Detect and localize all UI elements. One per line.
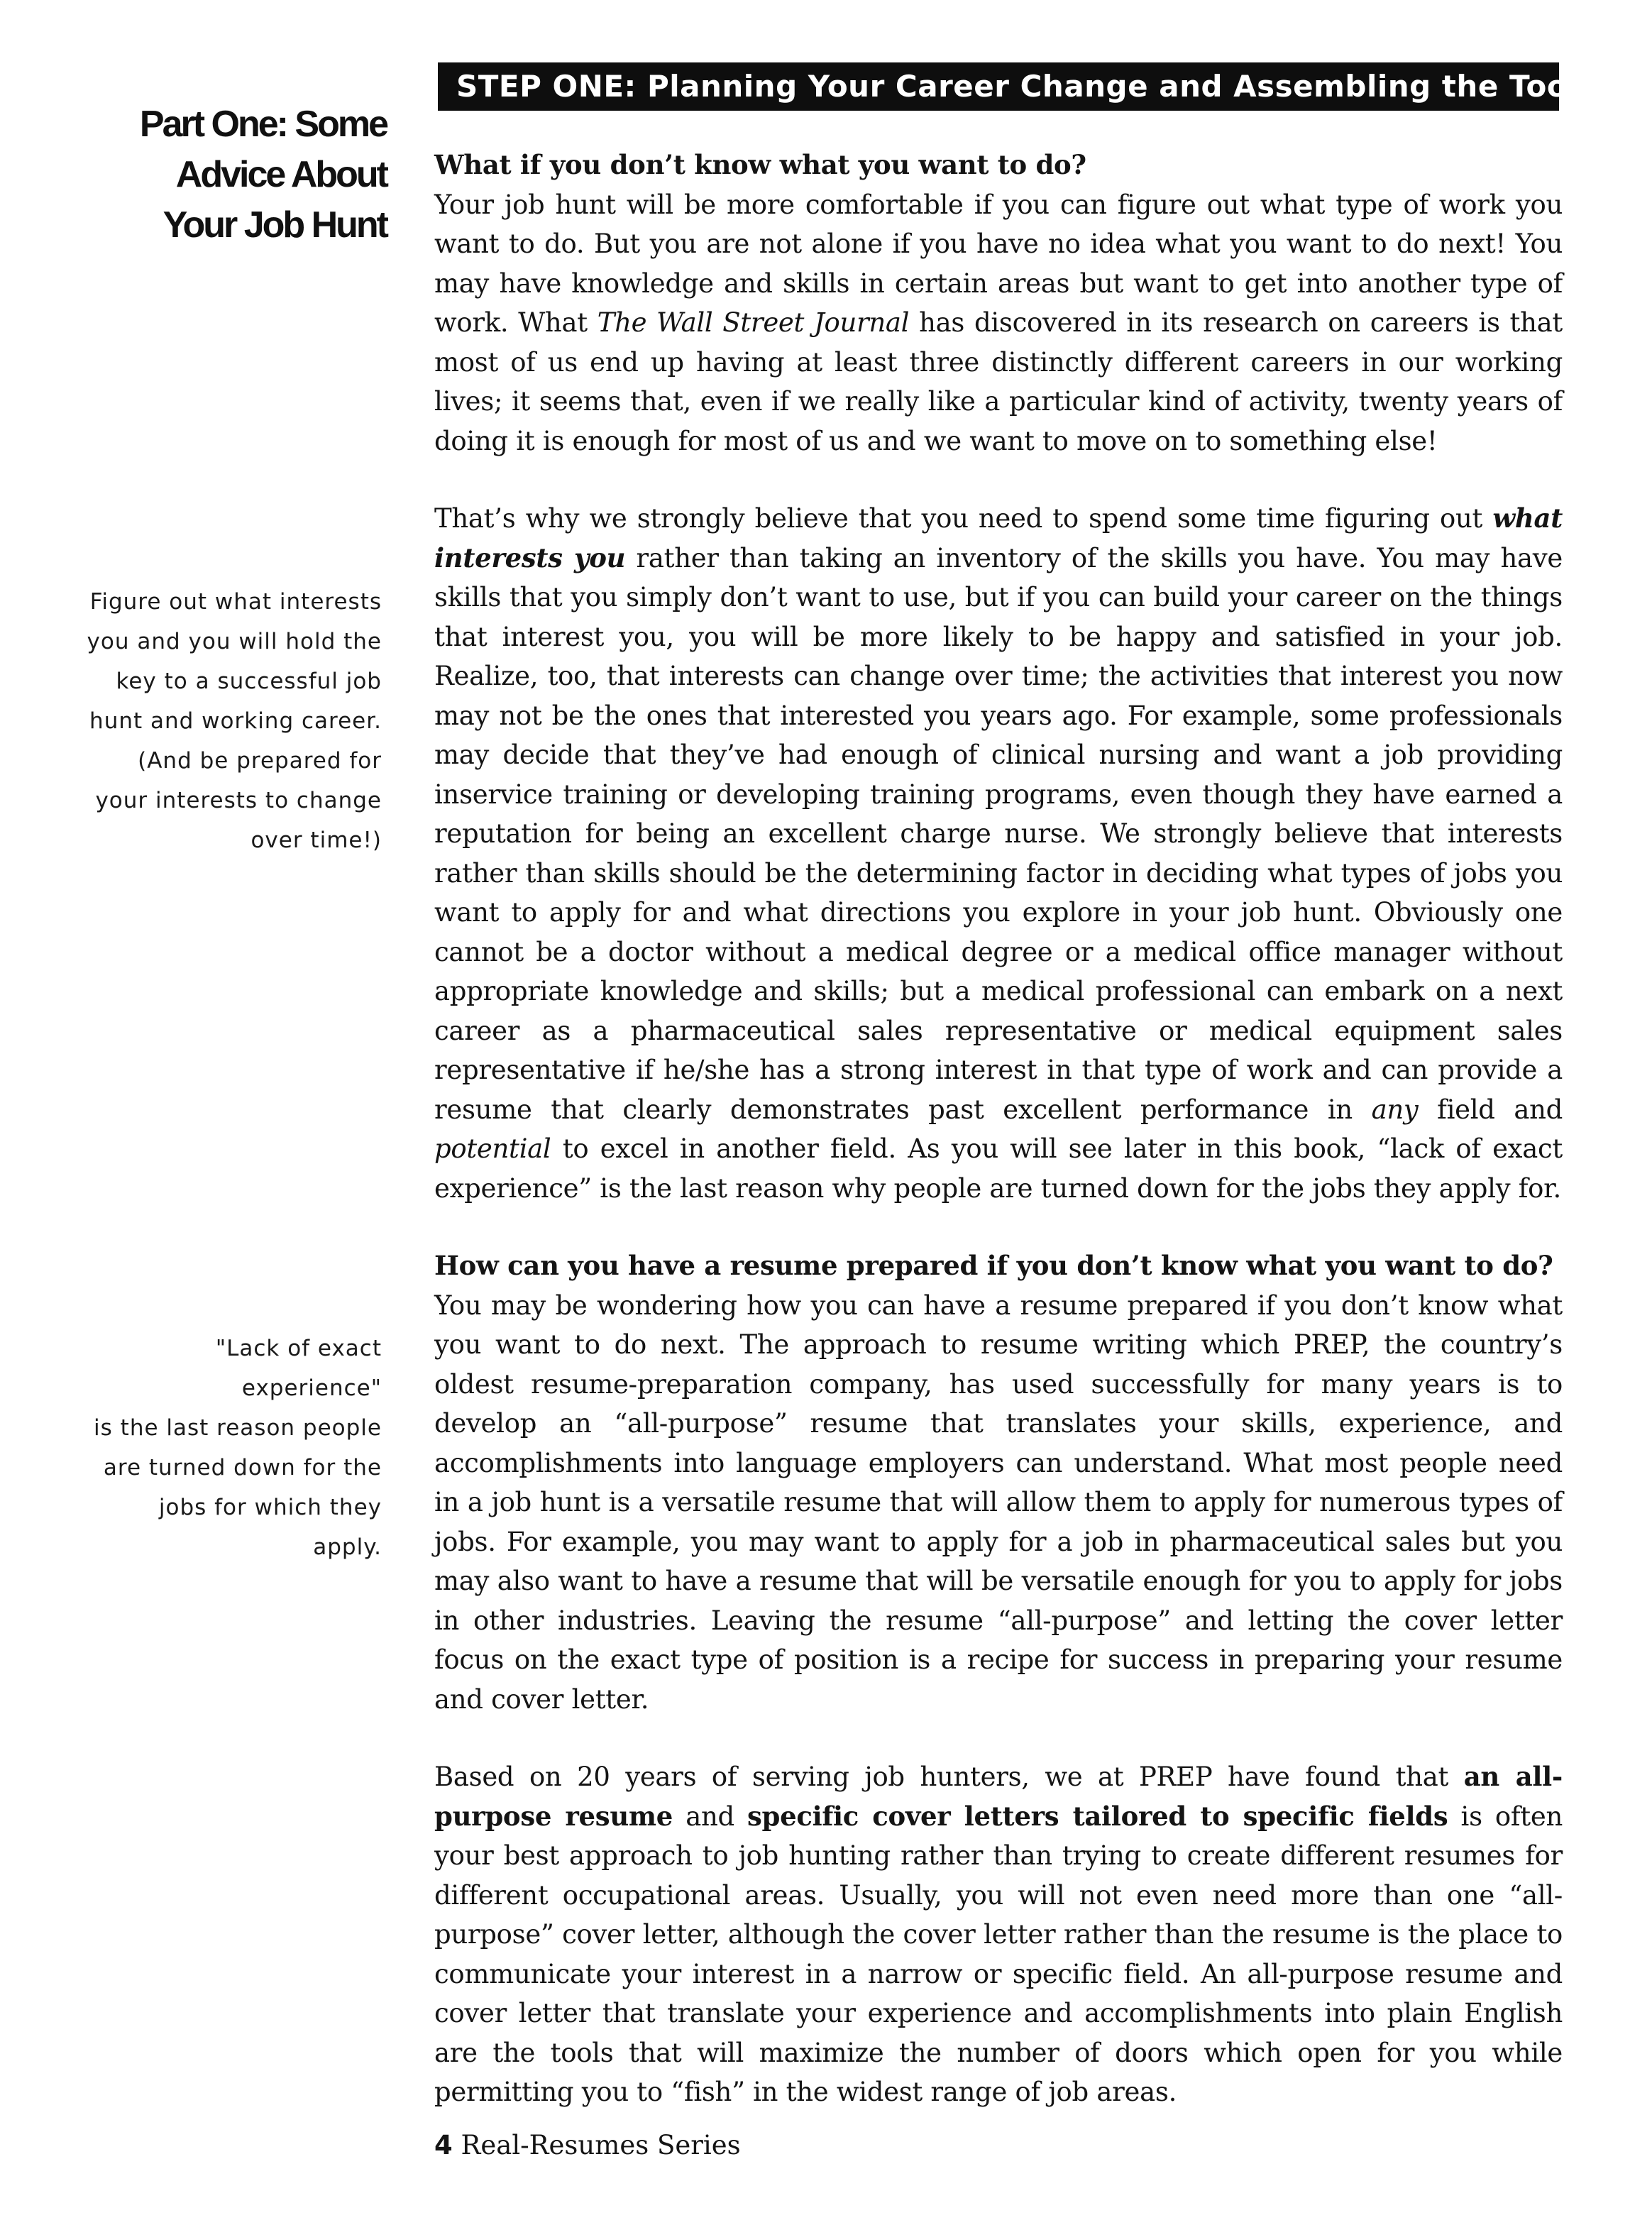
paragraph [434, 1757, 1563, 2112]
pullquote-line: apply. [313, 1534, 382, 1560]
page-footer [434, 2128, 741, 2163]
part-title-line: Part One: Some [139, 104, 387, 145]
text-run: and [673, 1801, 748, 1832]
pullquote-experience [43, 1329, 382, 1567]
part-title [106, 99, 387, 251]
paragraph [434, 145, 1563, 461]
part-title-line: Advice About [175, 154, 387, 195]
page-number: 4 [434, 2130, 453, 2160]
pullquote-line: jobs for which they [158, 1495, 382, 1520]
main-content [434, 145, 1563, 2150]
text-run: Based on 20 years of serving job hunters, we at PREP have found that [434, 1762, 1464, 1792]
emphasis: what interests you [434, 502, 1563, 573]
text-run: rather than taking an inventory of the skills you have. You may have skills that you simply don’t want to use, but if you can build your career on the things that interest you, you will be more likely to be happy and satisfied in your job. Realize, too, that interests can change over time; the activities that interest you now may not be the ones that interested you years ago. For example, some professionals may decide that they’ve had enough of clinical nursing and want a job providing inservice training or developing training programs, even though they have earned a reputation for being an excellent charge nurse. We strongly believe that interests rather than skills should be the determining factor in deciding what types of jobs you want to apply for and what directions you explore in your job hunt. Obviously one cannot be a doctor without a medical degree or a medical office manager without appropriate knowledge and skills; but a medical professional can embark on a next career as a pharmaceutical sales representative or medical equipment sales representative if he/she has a strong interest in that type of work and can provide a resume that clearly demonstrates past excellent performance in [434, 542, 1563, 1125]
emphasis: specific cover letters tailored to specific fields [747, 1800, 1448, 1832]
text-run: That’s why we strongly believe that you need to spend some time figuring out [434, 503, 1493, 534]
pullquote-line: you and you will hold the [87, 629, 382, 654]
pullquote-line: your interests to change [95, 788, 382, 813]
emphasis: any [1371, 1094, 1419, 1125]
section-question: How can you have a resume prepared if you don’t know what you want to do? [434, 1250, 1553, 1281]
pullquote-line: Figure out what interests [89, 589, 382, 615]
part-title-line: Your Job Hunt [163, 204, 387, 246]
series-name: Real-Resumes Series [461, 2130, 741, 2160]
pullquote-line: are turned down for the [103, 1455, 382, 1480]
pullquote-line: (And be prepared for [138, 748, 382, 774]
text-run: You may be wondering how you can have a resume prepared if you don’t know what you want to do next. The approach to resume writing which PREP, the country’s oldest resume-preparation company, has used successfully for many years is to develop an “all-purpose” resume that translates your skills, experience, and accomplishments into language employers can understand. What most people need in a job hunt is a versatile resume that will allow them to apply for numerous types of jobs. For example, you may want to apply for a job in pharmaceutical sales but you may also want to have a resume that will be versatile enough for you to apply for jobs in other industries. Leaving the resume “all-purpose” and letting the cover letter focus on the exact type of position is a recipe for success in preparing your resume and cover letter. [434, 1290, 1563, 1715]
pullquote-line: experience" [241, 1375, 382, 1401]
step-banner: STEP ONE: Planning Your Career Change and Assembling the Tools [438, 62, 1559, 111]
text-run: field and [1418, 1094, 1563, 1125]
text-run: to excel in another field. As you will see later in this book, “lack of exact experience” is the last reason why people are turned down for the jobs they apply for. [434, 1133, 1563, 1204]
pullquote-line: is the last reason people [94, 1415, 382, 1441]
pullquote-line: hunt and working career. [89, 708, 382, 734]
emphasis: an all-purpose resume [434, 1761, 1563, 1832]
emphasis: potential [434, 1133, 551, 1164]
paragraph [434, 1246, 1563, 1719]
pullquote-line: "Lack of exact [215, 1336, 382, 1361]
text-run: Your job hunt will be more comfortable if you can figure out what type of work you want to do. But you are not alone if you have no idea what you want to do next! You may have knowledge and skills in certain areas but want to get into another type of work. What [434, 189, 1563, 338]
pullquote-line: key to a successful job [116, 669, 382, 694]
pullquote-line: over time!) [250, 828, 382, 853]
pullquote-interests [43, 582, 382, 860]
publication-title: The Wall Street Journal [597, 307, 910, 338]
text-run: has discovered in its research on careers is that most of us end up having at least three distinctly different careers in our working lives; it seems that, even if we really like a particular kind of activity, twenty years of doing it is enough for most of us and we want to move on to something else! [434, 307, 1563, 456]
section-question: What if you don’t know what you want to do? [434, 149, 1086, 180]
paragraph [434, 499, 1563, 1208]
text-run: is often your best approach to job hunting rather than trying to create different resumes for different occupational areas. Usually, you will not even need more than one “all-purpose” cover letter, although the cover letter rather than the resume is the place to communicate your interest in a narrow or specific field. An all-purpose resume and cover letter that translate your experience and accomplishments into plain English are the tools that will maximize the number of doors which open for you while permitting you to “fish” in the widest range of job areas. [434, 1801, 1563, 2107]
